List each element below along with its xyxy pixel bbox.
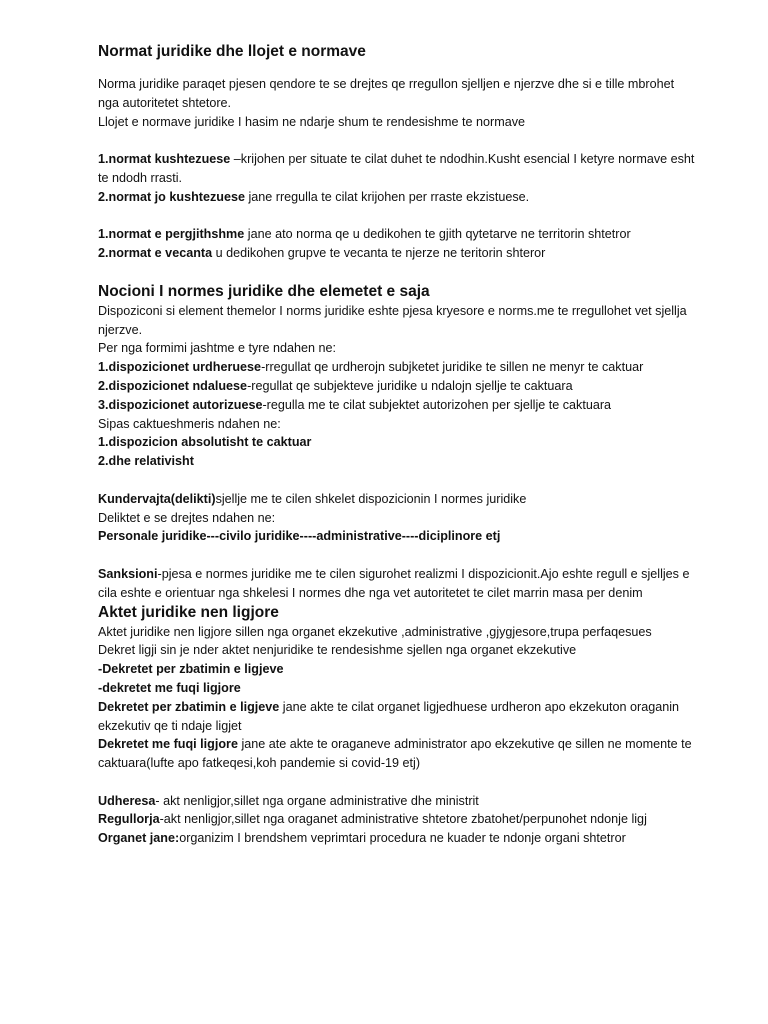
desc-regullorja: -akt nenligjor,sillet nga oraganet administrative shtetore zbatohet/perpunohet ndonje ligj	[159, 812, 647, 827]
item-organet	[98, 829, 698, 848]
desc-organet: organizim I brendshem veprimtari procedura ne kuader te ndonje organi shtetror	[179, 831, 626, 846]
term-dekretet-fuqi: -dekretet me fuqi ligjore	[98, 680, 241, 695]
term-normat-pergjithshme: 1.normat e pergjithshme	[98, 227, 245, 242]
term-delikt-types: Personale juridike---civilo juridike----administrative----diciplinore etj	[98, 529, 501, 544]
desc-udheresa: - akt nenligjor,sillet nga organe administrative dhe ministrit	[155, 793, 479, 808]
desc-normat-kushtezuese: –krijohen per situate te cilat duhet te ndodhin.Kusht esencial I ketyre normave esht te ndodh rrasti.	[98, 152, 695, 185]
item-dekretet-fuqi	[98, 679, 698, 698]
document-page	[98, 42, 698, 848]
item-dekretet-fuqi-def	[98, 735, 698, 773]
term-dekretet-zbatimin: -Dekretet per zbatimin e ligjeve	[98, 662, 284, 677]
term-normat-jo-kushtezuese: 2.normat jo kushtezuese	[98, 189, 245, 204]
desc-dz: jane akte te cilat organet ligjedhuese urdheron apo ekzekuton oraganin ekzekutiv qe ti ndaje ligjet	[98, 699, 680, 733]
item-sanksioni	[98, 565, 698, 603]
desc-normat-jo-kushtezuese: jane rregulla te cilat krijohen per rraste ekzistuese.	[244, 189, 530, 204]
paragraph-aktet: Aktet juridike nen ligjore sillen nga organet ekzekutive ,administrative ,gjygjesore,trupa perfaqesues	[98, 624, 652, 639]
heading-nocioni: Nocioni I normes juridike dhe elemetet e saja	[98, 282, 430, 300]
term-df: Dekretet me fuqi ligjore	[98, 737, 238, 752]
term-relativisht: 2.dhe relativisht	[98, 454, 194, 469]
item-normat-pergjithshme	[98, 225, 698, 244]
item-delikt-types	[98, 527, 698, 546]
heading-aktet-juridike: Aktet juridike nen ligjore	[98, 603, 279, 621]
paragraph-caktueshmeris: Sipas caktueshmeris ndahen ne:	[98, 416, 281, 431]
heading-normat-juridike: Normat juridike dhe llojet e normave	[98, 43, 366, 60]
desc-df: jane ate akte te oraganeve administrator apo ekzekutive qe sillen ne momente te caktuara(lufte apo fatkeqesi,koh pandemie si covid-19 etj)	[98, 737, 692, 771]
term-autorizuese: 3.dispozicionet autorizuese	[98, 397, 263, 412]
term-sanksioni: Sanksioni	[98, 566, 158, 581]
item-dispozicionet-ndaluese	[98, 377, 698, 396]
term-urdheruese: 1.dispozicionet urdheruese	[98, 360, 262, 375]
paragraph-formimi: Per nga formimi jashtme e tyre ndahen ne:	[98, 341, 337, 356]
desc-ndaluese: -regullat qe subjekteve juridike u ndalojn sjellje te caktuara	[247, 378, 573, 393]
term-normat-kushtezuese: 1.normat kushtezuese	[98, 152, 231, 167]
desc-sanksioni: -pjesa e normes juridike me te cilen sigurohet realizmi I dispozicionit.Ajo eshte regull e sjelljes e cila eshte e orientuar nga shkelesi I normes dhe nga vet autoritetet te cilet marrin masa per denim	[98, 566, 690, 600]
paragraph-dispoziconi: Dispoziconi si element themelor I norms juridike eshte pjesa kryesore e norms.me te rregullohet vet sjellja njerzve.	[98, 303, 687, 337]
term-absolutisht: 1.dispozicion absolutisht te caktuar	[98, 435, 312, 450]
item-dispozicionet-urdheruese	[98, 358, 698, 377]
term-dz: Dekretet per zbatimin e ligjeve	[98, 699, 280, 714]
item-dispozicionet-autorizuese	[98, 396, 698, 415]
item-relativisht	[98, 452, 698, 471]
item-regullorja	[98, 810, 698, 829]
desc-urdheruese: -rregullat qe urdherojn subjketet juridike te sillen ne menyr te caktuar	[261, 360, 644, 375]
paragraph-norma-intro: Norma juridike paraqet pjesen qendore te se drejtes qe rregullon sjelljen e njerzve dhe si e tille mbrohet nga autoritetet shtetore.	[98, 77, 675, 110]
item-absolutisht	[98, 433, 698, 452]
item-kundervajta	[98, 490, 698, 509]
item-dekretet-zbatimin-def	[98, 698, 698, 736]
term-udheresa: Udheresa	[98, 793, 156, 808]
item-normat-jo-kushtezuese	[98, 188, 698, 207]
item-normat-kushtezuese	[98, 150, 698, 188]
term-regullorja: Regullorja	[98, 812, 160, 827]
paragraph-deliktet: Deliktet e se drejtes ndahen ne:	[98, 510, 276, 525]
paragraph-llojet: Llojet e normave juridike I hasim ne ndarje shum te rendesishme te normave	[98, 114, 526, 129]
term-normat-vecanta: 2.normat e vecanta	[98, 246, 213, 261]
desc-normat-pergjithshme: jane ato norma qe u dedikohen te gjith qytetarve ne territorin shtetror	[244, 227, 631, 242]
desc-autorizuese: -regulla me te cilat subjektet autorizohen per sjellje te caktuara	[262, 397, 612, 412]
item-normat-vecanta	[98, 244, 698, 263]
desc-normat-vecanta: u dedikohen grupve te vecanta te njerze ne teritorin shteror	[212, 246, 546, 261]
term-kundervajta: Kundervajta(delikti)	[98, 491, 216, 506]
item-udheresa	[98, 792, 698, 811]
term-ndaluese: 2.dispozicionet ndaluese	[98, 378, 248, 393]
desc-kundervajta: sjellje me te cilen shkelet dispozicionin I normes juridike	[215, 491, 527, 506]
term-organet: Organet jane:	[98, 831, 180, 846]
item-dekretet-zbatimin	[98, 660, 698, 679]
paragraph-dekret-ligji: Dekret ligji sin je nder aktet nenjuridike te rendesishme sjellen nga organet ekzekutive	[98, 643, 577, 658]
